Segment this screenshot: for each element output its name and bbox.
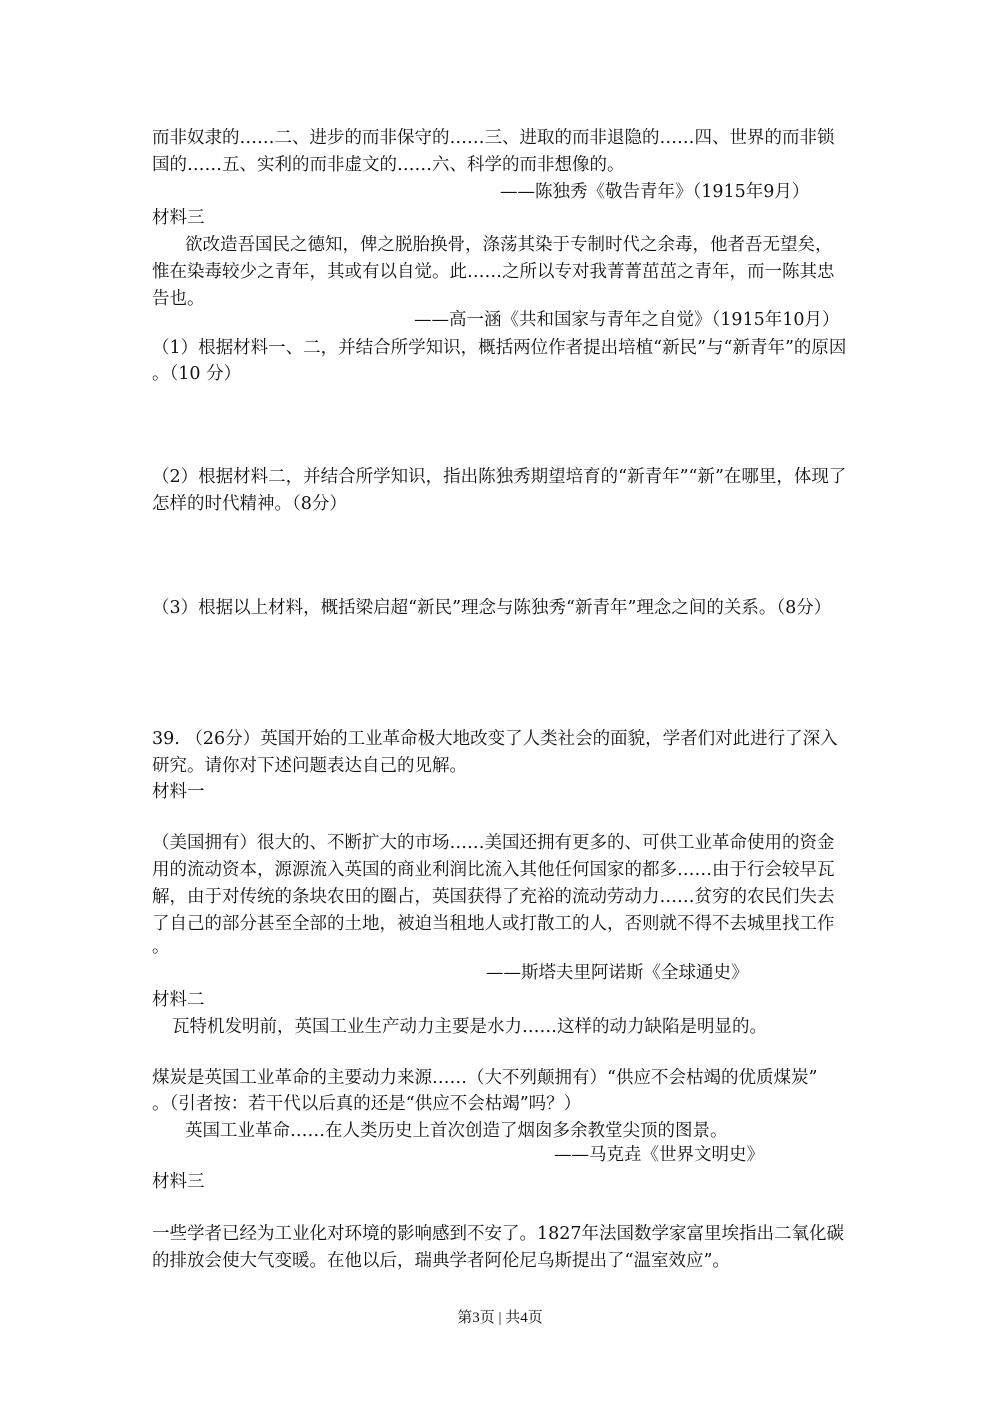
- question-3-line: （3）根据以上材料，概括梁启超“新民”理念与陈独秀“新青年”理念之间的关系。（8分）: [152, 598, 832, 618]
- material2-text-line: 国的……五、实利的而非虚文的……六、科学的而非想像的。: [152, 155, 625, 175]
- material2b-text-line: 英国工业革命……在人类历史上首次创造了烟囱多余教堂尖顶的图景。: [185, 1121, 728, 1141]
- material2-source: ——陈独秀《敬告青年》（1915年9月）: [500, 182, 810, 202]
- material2-text-line: 而非奴隶的……二、进步的而非保守的……三、进取的而非退隐的……四、世界的而非锁: [152, 128, 835, 148]
- question-1-line: 。（10 分）: [152, 364, 242, 384]
- material3b-heading: 材料三: [152, 1172, 205, 1192]
- material2b-text-line: 煤炭是英国工业革命的主要动力来源……（大不列颠拥有）“供应不会枯竭的优质煤炭”: [152, 1068, 818, 1088]
- material1-text-line: 了自己的部分甚至全部的土地，被迫当租地人或打散工的人，否则就不得不去城里找工作: [152, 914, 835, 934]
- material3-text-line: 欲改造吾国民之德知，俾之脱胎换骨，涤荡其染于专制时代之余毒，他者吾无望矣，: [185, 235, 833, 255]
- material3-heading: 材料三: [152, 208, 205, 228]
- material3-text-line: 告也。: [152, 289, 205, 309]
- question-2-line: 怎样的时代精神。（8分）: [152, 494, 347, 514]
- material1-text-line: 用的流动资本，源源流入英国的商业利润比流入其他任何国家的都多……由于行会较早瓦: [152, 860, 835, 880]
- material2b-source: ——马克垚《世界文明史》: [554, 1145, 764, 1165]
- material2b-text-line: 瓦特机发明前，英国工业生产动力主要是水力……这样的动力缺陷是明显的。: [172, 1017, 767, 1037]
- material2b-text-line: 。（引者按：若干代以后真的还是“供应不会枯竭”吗？）: [152, 1094, 582, 1114]
- material2-heading: 材料二: [152, 990, 205, 1010]
- page-number-footer: 第3页 | 共4页: [457, 1310, 543, 1326]
- material1-text-line: 。: [152, 937, 170, 957]
- material1-heading: 材料一: [152, 782, 205, 802]
- material3-text-line: 惟在染毒较少之青年，其或有以自觉。此……之所以专对我菁菁茁茁之青年，而一陈其忠: [152, 262, 835, 282]
- question-2-line: （2）根据材料二，并结合所学知识，指出陈独秀期望培育的“新青年”“新”在哪里，体现了: [152, 467, 847, 487]
- material1-text-line: 解，由于对传统的条块农田的圈占，英国获得了充裕的流动劳动力……贫穷的农民们失去: [152, 887, 835, 907]
- question-39-line: 研究。请你对下述问题表达自己的见解。: [152, 756, 467, 776]
- material3b-text-line: 一些学者已经为工业化对环境的影响感到不安了。1827年法国数学家富里埃指出二氧化碳: [152, 1224, 845, 1244]
- question-39-line: 39. （26分）英国开始的工业革命极大地改变了人类社会的面貌，学者们对此进行了深入: [152, 729, 838, 749]
- question-1-line: （1）根据材料一、二，并结合所学知识，概括两位作者提出培植“新民”与“新青年”的原因: [152, 338, 847, 358]
- material1-source: ——斯塔夫里阿诺斯《全球通史》: [486, 963, 749, 983]
- material1-text-line: （美国拥有）很大的、不断扩大的市场……美国还拥有更多的、可供工业革命使用的资金: [152, 833, 835, 853]
- material3b-text-line: 的排放会使大气变暖。在他以后，瑞典学者阿伦尼乌斯提出了“温室效应”。: [152, 1251, 730, 1271]
- material3-source: ——高一涵《共和国家与青年之自觉》（1915年10月）: [414, 310, 840, 330]
